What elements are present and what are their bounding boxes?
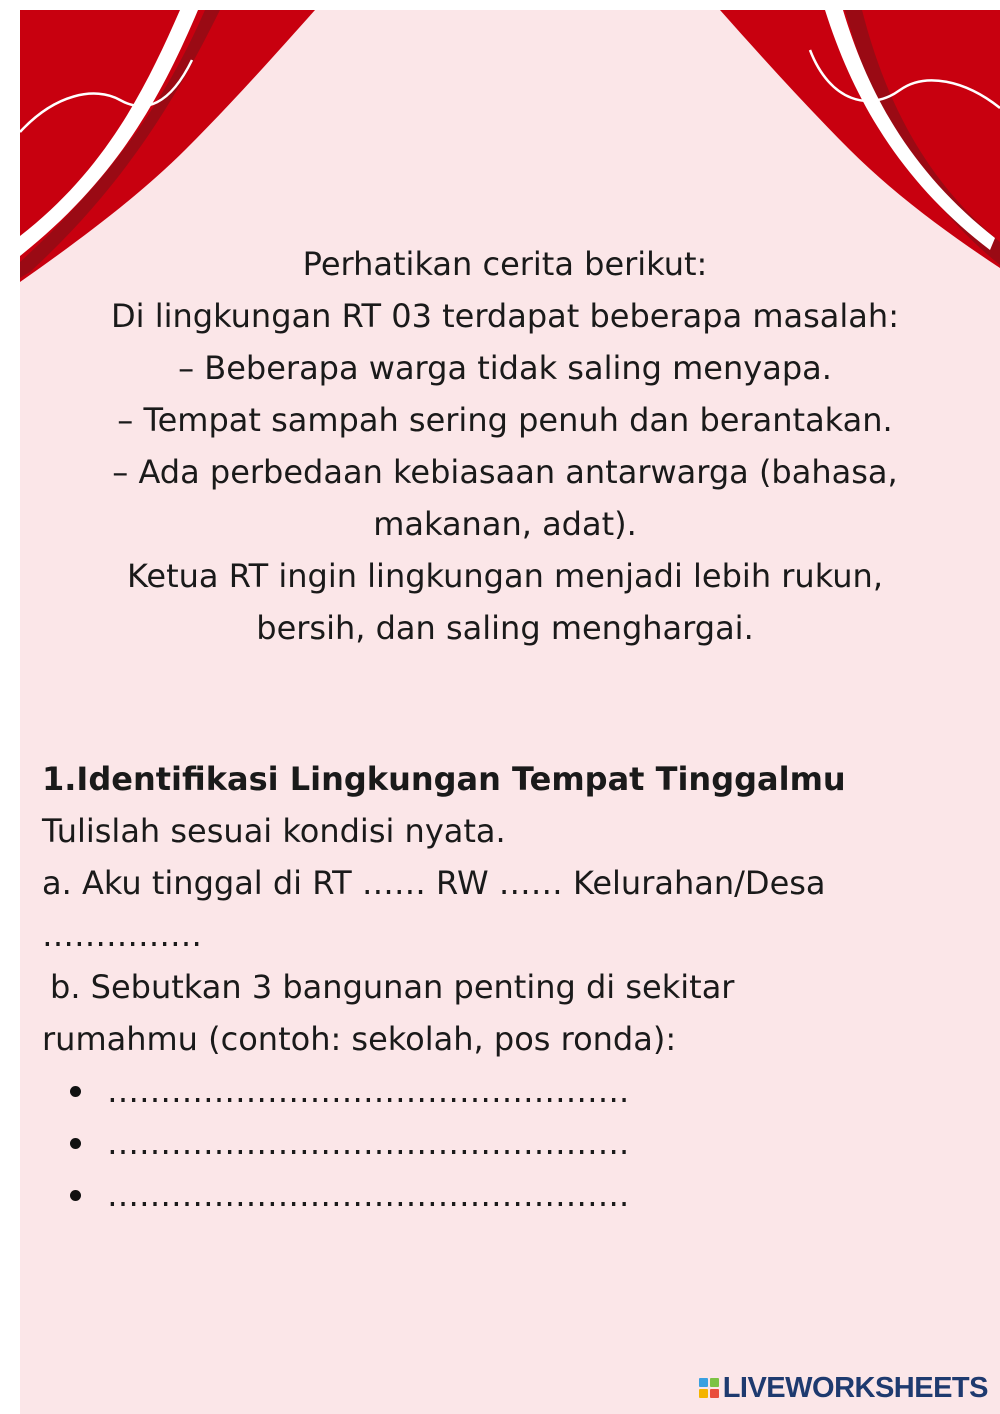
left-margin — [0, 0, 20, 1414]
story-line: bersih, dan saling menghargai. — [256, 609, 754, 647]
question-a: a. Aku tinggal di RT …… RW …… Kelurahan/Desa — [42, 864, 826, 902]
brand-text: LIVEWORKSHEETS — [722, 1371, 988, 1404]
right-curtain — [720, 10, 1000, 272]
answer-blank[interactable]: …………………………………………. — [107, 1124, 630, 1162]
story-line: – Tempat sampah sering penuh dan berantakan. — [117, 401, 893, 439]
question-a-blank[interactable]: …………… — [42, 916, 202, 954]
story-line: Perhatikan cerita berikut: — [302, 245, 708, 283]
liveworksheets-brand[interactable] — [699, 1373, 988, 1403]
answer-blank[interactable]: …………………………………………. — [107, 1176, 630, 1214]
bullet-icon — [70, 1190, 81, 1201]
story-line: Ketua RT ingin lingkungan menjadi lebih rukun, — [127, 557, 883, 595]
answer-list — [42, 1065, 942, 1221]
top-margin — [0, 0, 1000, 10]
list-item — [70, 1117, 942, 1169]
story-line: Di lingkungan RT 03 terdapat beberapa masalah: — [111, 297, 899, 335]
bullet-icon — [70, 1086, 81, 1097]
story-line: – Beberapa warga tidak saling menyapa. — [178, 349, 832, 387]
task-section — [42, 753, 942, 1221]
question-b-line2: rumahmu (contoh: sekolah, pos ronda): — [42, 1020, 677, 1058]
question-b-line1: b. Sebutkan 3 bangunan penting di sekitar — [50, 968, 735, 1006]
answer-blank[interactable]: …………………………………………. — [107, 1072, 630, 1110]
story-line: – Ada perbedaan kebiasaan antarwarga (bahasa, — [112, 453, 898, 491]
task-instruction: Tulislah sesuai kondisi nyata. — [42, 812, 506, 850]
liveworksheets-logo-icon — [699, 1378, 719, 1398]
story-line: makanan, adat). — [373, 505, 637, 543]
list-item — [70, 1065, 942, 1117]
bullet-icon — [70, 1138, 81, 1149]
list-item — [70, 1169, 942, 1221]
task-title: 1.Identifikasi Lingkungan Tempat Tinggalmu — [42, 760, 846, 798]
story-text — [60, 238, 950, 654]
